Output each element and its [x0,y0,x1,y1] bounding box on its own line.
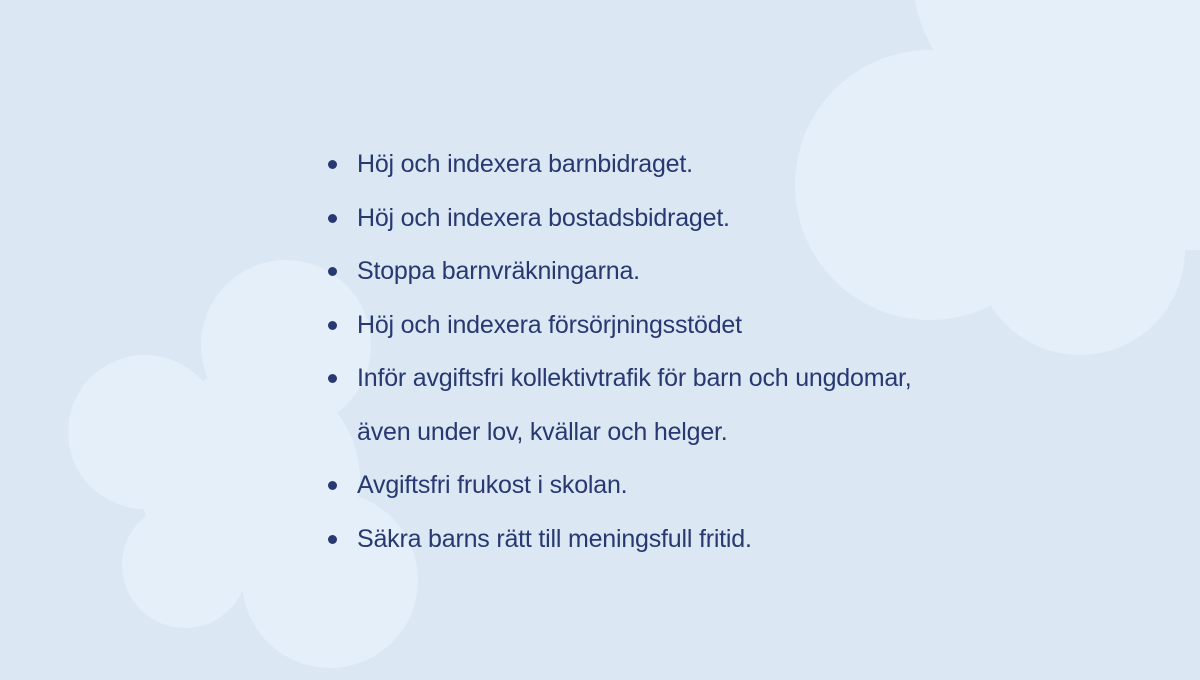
list-item [324,459,924,513]
list-item [324,138,924,192]
list-item-text: Stoppa barnvräkningarna. [357,257,640,285]
list-item [324,245,924,299]
bullet-dot-icon [328,374,337,383]
list-item [324,299,924,353]
bullet-dot-icon [328,160,337,169]
bullet-dot-icon [328,535,337,544]
list-item-text: Höj och indexera försörjningsstödet [357,310,742,339]
list-item-text: Säkra barns rätt till meningsfull fritid. [357,524,752,553]
list-item-text: Inför avgiftsfri kollektivtrafik för barn och ungdomar, även under lov, kvällar och helger. [357,364,912,446]
bullet-list-container [324,138,924,566]
list-item-text: Höj och indexera barnbidraget. [357,150,693,178]
bullet-dot-icon [328,481,337,490]
bullet-dot-icon [328,214,337,223]
bullet-dot-icon [328,267,337,276]
bullet-dot-icon [328,321,337,330]
bullet-list [324,138,924,566]
list-item [324,352,924,459]
list-item [324,192,924,246]
list-item-text: Höj och indexera bostadsbidraget. [357,203,730,232]
list-item-text: Avgiftsfri frukost i skolan. [357,471,628,499]
list-item [324,513,924,567]
